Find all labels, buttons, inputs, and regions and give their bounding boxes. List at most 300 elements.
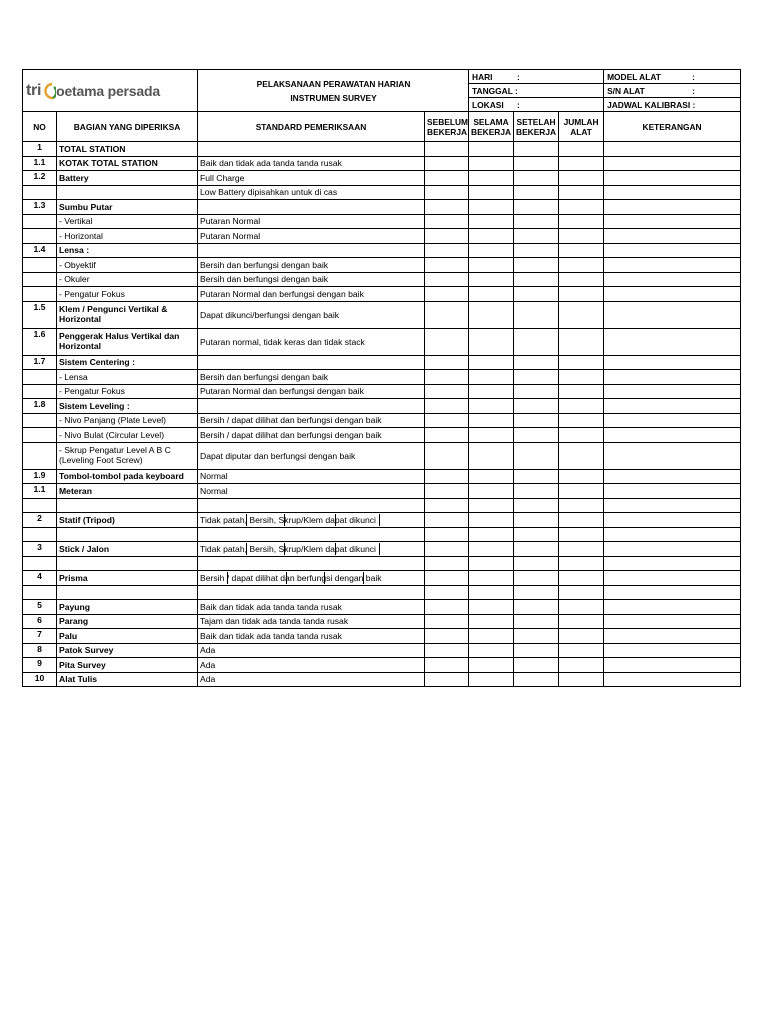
check-setelah-cell[interactable] xyxy=(514,200,559,215)
check-selama-cell[interactable] xyxy=(469,171,514,186)
check-setelah-cell[interactable] xyxy=(514,643,559,658)
check-setelah-cell[interactable] xyxy=(514,571,559,586)
jumlah-alat-cell[interactable] xyxy=(559,370,604,385)
keterangan-cell[interactable] xyxy=(604,355,741,370)
row-number: 1.8 xyxy=(23,399,57,414)
check-selama-cell[interactable] xyxy=(469,214,514,229)
check-sebelum-cell[interactable] xyxy=(425,658,469,673)
jumlah-alat-cell[interactable] xyxy=(559,672,604,687)
keterangan-cell[interactable] xyxy=(604,658,741,673)
keterangan-cell[interactable] xyxy=(604,142,741,157)
logo-text: oetama persada xyxy=(56,82,160,99)
inspected-part: - Pengatur Fokus xyxy=(57,287,198,302)
table-row xyxy=(23,243,741,258)
inspected-part: Stick / Jalon xyxy=(57,542,198,557)
check-selama-cell[interactable] xyxy=(469,498,514,513)
standard-text: Low Battery dipisahkan untuk di cas xyxy=(200,187,338,198)
check-sebelum-cell[interactable] xyxy=(425,156,469,171)
jumlah-alat-cell[interactable] xyxy=(559,658,604,673)
check-setelah-cell[interactable] xyxy=(514,328,559,355)
keterangan-cell[interactable] xyxy=(604,413,741,428)
field-model-alat[interactable] xyxy=(604,70,741,84)
inspected-part: Lensa : xyxy=(57,243,198,258)
keterangan-cell[interactable] xyxy=(604,287,741,302)
keterangan-cell[interactable] xyxy=(604,185,741,200)
check-selama-cell[interactable] xyxy=(469,571,514,586)
standard-text: Baik dan tidak ada tanda tanda rusak xyxy=(200,601,342,612)
check-sebelum-cell[interactable] xyxy=(425,287,469,302)
inspection-standard xyxy=(198,413,425,428)
check-setelah-cell[interactable] xyxy=(514,142,559,157)
jumlah-alat-cell[interactable] xyxy=(559,156,604,171)
inspection-standard xyxy=(198,399,425,414)
sn-colon: : xyxy=(692,85,695,96)
check-sebelum-cell[interactable] xyxy=(425,301,469,328)
inspection-standard xyxy=(198,658,425,673)
keterangan-cell[interactable] xyxy=(604,585,741,600)
check-setelah-cell[interactable] xyxy=(514,214,559,229)
check-selama-cell[interactable] xyxy=(469,442,514,469)
jumlah-alat-cell[interactable] xyxy=(559,214,604,229)
check-setelah-cell[interactable] xyxy=(514,513,559,528)
standard-text: Putaran Normal dan berfungsi dengan baik xyxy=(200,386,364,397)
standard-text: Ada xyxy=(200,645,216,656)
check-setelah-cell[interactable] xyxy=(514,542,559,557)
company-logo xyxy=(23,70,198,112)
inspected-part: Battery xyxy=(57,171,198,186)
keterangan-cell[interactable] xyxy=(604,200,741,215)
row-number: 8 xyxy=(23,643,57,658)
check-selama-cell[interactable] xyxy=(469,469,514,484)
check-setelah-cell[interactable] xyxy=(514,585,559,600)
check-setelah-cell[interactable] xyxy=(514,498,559,513)
jumlah-alat-cell[interactable] xyxy=(559,413,604,428)
inspected-part xyxy=(57,585,198,600)
keterangan-cell[interactable] xyxy=(604,428,741,443)
keterangan-cell[interactable] xyxy=(604,542,741,557)
cell-divider-mark xyxy=(379,543,380,555)
check-setelah-cell[interactable] xyxy=(514,243,559,258)
check-setelah-cell[interactable] xyxy=(514,442,559,469)
check-setelah-cell[interactable] xyxy=(514,171,559,186)
check-selama-cell[interactable] xyxy=(469,542,514,557)
jumlah-alat-cell[interactable] xyxy=(559,243,604,258)
keterangan-cell[interactable] xyxy=(604,301,741,328)
row-number: 2 xyxy=(23,513,57,528)
table-row xyxy=(23,469,741,484)
field-jadwal-kalibrasi[interactable] xyxy=(604,98,741,112)
check-setelah-cell[interactable] xyxy=(514,272,559,287)
keterangan-cell[interactable] xyxy=(604,513,741,528)
inspected-part: Meteran xyxy=(57,484,198,499)
standard-text: Normal xyxy=(200,485,228,496)
check-setelah-cell[interactable] xyxy=(514,484,559,499)
check-selama-cell[interactable] xyxy=(469,614,514,629)
col-jumlah: JUMLAH ALAT xyxy=(559,112,604,142)
inspection-standard xyxy=(198,556,425,571)
jumlah-alat-cell[interactable] xyxy=(559,513,604,528)
inspected-part: - Okuler xyxy=(57,272,198,287)
check-selama-cell[interactable] xyxy=(469,243,514,258)
table-row xyxy=(23,142,741,157)
check-sebelum-cell[interactable] xyxy=(425,484,469,499)
check-sebelum-cell[interactable] xyxy=(425,142,469,157)
jumlah-alat-cell[interactable] xyxy=(559,643,604,658)
check-setelah-cell[interactable] xyxy=(514,527,559,542)
check-sebelum-cell[interactable] xyxy=(425,585,469,600)
jumlah-alat-cell[interactable] xyxy=(559,384,604,399)
keterangan-cell[interactable] xyxy=(604,643,741,658)
check-sebelum-cell[interactable] xyxy=(425,243,469,258)
check-selama-cell[interactable] xyxy=(469,643,514,658)
keterangan-cell[interactable] xyxy=(604,484,741,499)
inspected-part xyxy=(57,185,198,200)
checklist-sheet xyxy=(22,69,740,687)
keterangan-cell[interactable] xyxy=(604,243,741,258)
check-sebelum-cell[interactable] xyxy=(425,571,469,586)
check-selama-cell[interactable] xyxy=(469,384,514,399)
check-selama-cell[interactable] xyxy=(469,484,514,499)
check-setelah-cell[interactable] xyxy=(514,301,559,328)
row-number xyxy=(23,185,57,200)
lokasi-colon: : xyxy=(517,99,520,110)
jumlah-alat-cell[interactable] xyxy=(559,484,604,499)
check-sebelum-cell[interactable] xyxy=(425,200,469,215)
keterangan-cell[interactable] xyxy=(604,571,741,586)
check-selama-cell[interactable] xyxy=(469,370,514,385)
check-setelah-cell[interactable] xyxy=(514,156,559,171)
keterangan-cell[interactable] xyxy=(604,600,741,615)
jumlah-alat-cell[interactable] xyxy=(559,185,604,200)
inspection-standard xyxy=(198,469,425,484)
keterangan-cell[interactable] xyxy=(604,384,741,399)
check-sebelum-cell[interactable] xyxy=(425,185,469,200)
field-lokasi[interactable] xyxy=(469,98,604,112)
jumlah-alat-cell[interactable] xyxy=(559,469,604,484)
check-selama-cell[interactable] xyxy=(469,355,514,370)
jumlah-alat-cell[interactable] xyxy=(559,399,604,414)
keterangan-cell[interactable] xyxy=(604,442,741,469)
standard-text: Bersih dan berfungsi dengan baik xyxy=(200,274,329,285)
inspection-standard xyxy=(198,600,425,615)
check-sebelum-cell[interactable] xyxy=(425,643,469,658)
keterangan-cell[interactable] xyxy=(604,328,741,355)
check-selama-cell[interactable] xyxy=(469,658,514,673)
col-selama: SELAMA BEKERJA xyxy=(469,112,514,142)
keterangan-cell[interactable] xyxy=(604,258,741,273)
check-setelah-cell[interactable] xyxy=(514,287,559,302)
table-row xyxy=(23,672,741,687)
inspection-standard xyxy=(198,585,425,600)
inspected-part: Prisma xyxy=(57,571,198,586)
jumlah-alat-cell[interactable] xyxy=(559,287,604,302)
jumlah-alat-cell[interactable] xyxy=(559,527,604,542)
inspected-part: Pita Survey xyxy=(57,658,198,673)
check-setelah-cell[interactable] xyxy=(514,658,559,673)
inspected-part: Sistem Centering : xyxy=(57,355,198,370)
table-row xyxy=(23,585,741,600)
jumlah-alat-cell[interactable] xyxy=(559,585,604,600)
inspected-part: - Vertikal xyxy=(57,214,198,229)
field-hari[interactable] xyxy=(469,70,604,84)
standard-text: Putaran Normal xyxy=(200,230,261,241)
check-selama-cell[interactable] xyxy=(469,413,514,428)
logo-mark-icon xyxy=(42,81,56,101)
inspection-standard xyxy=(198,442,425,469)
row-number: 9 xyxy=(23,658,57,673)
check-selama-cell[interactable] xyxy=(469,672,514,687)
standard-text: Bersih / dapat dilihat dan berfungsi dengan baik xyxy=(200,429,382,440)
check-setelah-cell[interactable] xyxy=(514,229,559,244)
check-sebelum-cell[interactable] xyxy=(425,413,469,428)
check-setelah-cell[interactable] xyxy=(514,370,559,385)
row-number: 4 xyxy=(23,571,57,586)
check-selama-cell[interactable] xyxy=(469,585,514,600)
check-selama-cell[interactable] xyxy=(469,272,514,287)
keterangan-cell[interactable] xyxy=(604,214,741,229)
jumlah-alat-cell[interactable] xyxy=(559,600,604,615)
title-line-1: PELAKSANAAN PERAWATAN HARIAN xyxy=(256,78,411,89)
check-sebelum-cell[interactable] xyxy=(425,527,469,542)
inspected-part: Tombol-tombol pada keyboard xyxy=(57,469,198,484)
inspected-part: Payung xyxy=(57,600,198,615)
row-number: 1.5 xyxy=(23,301,57,328)
keterangan-cell[interactable] xyxy=(604,629,741,644)
inspection-standard xyxy=(198,355,425,370)
check-sebelum-cell[interactable] xyxy=(425,672,469,687)
model-colon: : xyxy=(692,71,695,82)
jumlah-alat-cell[interactable] xyxy=(559,498,604,513)
jumlah-alat-cell[interactable] xyxy=(559,556,604,571)
table-row xyxy=(23,442,741,469)
keterangan-cell[interactable] xyxy=(604,498,741,513)
keterangan-cell[interactable] xyxy=(604,229,741,244)
row-number xyxy=(23,527,57,542)
keterangan-cell[interactable] xyxy=(604,556,741,571)
check-setelah-cell[interactable] xyxy=(514,258,559,273)
standard-text: Dapat dikunci/berfungsi dengan baik xyxy=(200,309,340,320)
keterangan-cell[interactable] xyxy=(604,272,741,287)
check-setelah-cell[interactable] xyxy=(514,614,559,629)
jumlah-alat-cell[interactable] xyxy=(559,229,604,244)
inspection-standard xyxy=(198,498,425,513)
standard-text: Putaran Normal xyxy=(200,216,261,227)
jumlah-alat-cell[interactable] xyxy=(559,142,604,157)
check-sebelum-cell[interactable] xyxy=(425,600,469,615)
keterangan-cell[interactable] xyxy=(604,370,741,385)
jumlah-alat-cell[interactable] xyxy=(559,200,604,215)
row-number: 1.4 xyxy=(23,243,57,258)
check-sebelum-cell[interactable] xyxy=(425,614,469,629)
check-selama-cell[interactable] xyxy=(469,200,514,215)
check-sebelum-cell[interactable] xyxy=(425,214,469,229)
hari-colon: : xyxy=(517,71,520,82)
check-setelah-cell[interactable] xyxy=(514,185,559,200)
check-sebelum-cell[interactable] xyxy=(425,542,469,557)
inspected-part xyxy=(57,556,198,571)
field-tanggal[interactable] xyxy=(469,84,604,98)
check-sebelum-cell[interactable] xyxy=(425,229,469,244)
inspected-part: Statif (Tripod) xyxy=(57,513,198,528)
check-selama-cell[interactable] xyxy=(469,513,514,528)
check-setelah-cell[interactable] xyxy=(514,428,559,443)
keterangan-cell[interactable] xyxy=(604,156,741,171)
check-selama-cell[interactable] xyxy=(469,258,514,273)
table-row xyxy=(23,214,741,229)
keterangan-cell[interactable] xyxy=(604,527,741,542)
jumlah-alat-cell[interactable] xyxy=(559,442,604,469)
check-sebelum-cell[interactable] xyxy=(425,428,469,443)
cell-divider-mark xyxy=(286,572,287,584)
jumlah-alat-cell[interactable] xyxy=(559,171,604,186)
standard-text: Baik dan tidak ada tanda tanda rusak xyxy=(200,630,342,641)
check-selama-cell[interactable] xyxy=(469,399,514,414)
check-setelah-cell[interactable] xyxy=(514,600,559,615)
table-row xyxy=(23,200,741,215)
inspected-part xyxy=(57,498,198,513)
check-selama-cell[interactable] xyxy=(469,556,514,571)
jumlah-alat-cell[interactable] xyxy=(559,571,604,586)
check-sebelum-cell[interactable] xyxy=(425,272,469,287)
check-selama-cell[interactable] xyxy=(469,142,514,157)
row-number: 1 xyxy=(23,142,57,157)
inspection-standard xyxy=(198,672,425,687)
jumlah-alat-cell[interactable] xyxy=(559,428,604,443)
inspection-standard xyxy=(198,185,425,200)
keterangan-cell[interactable] xyxy=(604,399,741,414)
check-selama-cell[interactable] xyxy=(469,287,514,302)
check-sebelum-cell[interactable] xyxy=(425,384,469,399)
inspected-part: - Pengatur Fokus xyxy=(57,384,198,399)
check-setelah-cell[interactable] xyxy=(514,399,559,414)
keterangan-cell[interactable] xyxy=(604,469,741,484)
check-selama-cell[interactable] xyxy=(469,428,514,443)
standard-text: Baik dan tidak ada tanda tanda rusak xyxy=(200,158,342,169)
check-selama-cell[interactable] xyxy=(469,156,514,171)
check-sebelum-cell[interactable] xyxy=(425,442,469,469)
table-row xyxy=(23,556,741,571)
check-sebelum-cell[interactable] xyxy=(425,556,469,571)
cell-divider-mark xyxy=(284,543,285,555)
inspection-standard xyxy=(198,301,425,328)
standard-text: Tajam dan tidak ada tanda tanda rusak xyxy=(200,616,349,627)
inspected-part: Sistem Leveling : xyxy=(57,399,198,414)
inspected-part: - Nivo Bulat (Circular Level) xyxy=(57,428,198,443)
keterangan-cell[interactable] xyxy=(604,614,741,629)
check-sebelum-cell[interactable] xyxy=(425,355,469,370)
check-setelah-cell[interactable] xyxy=(514,556,559,571)
check-selama-cell[interactable] xyxy=(469,185,514,200)
check-sebelum-cell[interactable] xyxy=(425,469,469,484)
jumlah-alat-cell[interactable] xyxy=(559,328,604,355)
jumlah-alat-cell[interactable] xyxy=(559,629,604,644)
inspection-standard xyxy=(198,258,425,273)
row-number: 1.6 xyxy=(23,328,57,355)
col-setelah: SETELAH BEKERJA xyxy=(514,112,559,142)
standard-text: Tidak patah, Bersih, Skrup/Klem dapat dikunci xyxy=(200,543,376,554)
check-sebelum-cell[interactable] xyxy=(425,328,469,355)
table-row xyxy=(23,185,741,200)
jumlah-alat-cell[interactable] xyxy=(559,258,604,273)
table-row xyxy=(23,571,741,586)
row-number xyxy=(23,229,57,244)
check-setelah-cell[interactable] xyxy=(514,413,559,428)
field-sn-alat[interactable] xyxy=(604,84,741,98)
check-sebelum-cell[interactable] xyxy=(425,629,469,644)
check-selama-cell[interactable] xyxy=(469,600,514,615)
check-sebelum-cell[interactable] xyxy=(425,498,469,513)
standard-text: Bersih dan berfungsi dengan baik xyxy=(200,259,329,270)
inspected-part: Sumbu Putar xyxy=(57,200,198,215)
cell-divider-mark xyxy=(335,514,336,526)
jumlah-alat-cell[interactable] xyxy=(559,301,604,328)
inspected-part xyxy=(57,527,198,542)
inspection-standard xyxy=(198,527,425,542)
inspected-part: - Nivo Panjang (Plate Level) xyxy=(57,413,198,428)
check-selama-cell[interactable] xyxy=(469,328,514,355)
check-sebelum-cell[interactable] xyxy=(425,513,469,528)
jumlah-alat-cell[interactable] xyxy=(559,614,604,629)
keterangan-cell[interactable] xyxy=(604,171,741,186)
row-number: 1.7 xyxy=(23,355,57,370)
inspected-part: - Obyektif xyxy=(57,258,198,273)
check-setelah-cell[interactable] xyxy=(514,629,559,644)
inspected-part: KOTAK TOTAL STATION xyxy=(57,156,198,171)
col-keterangan: KETERANGAN xyxy=(604,112,741,142)
inspection-standard xyxy=(198,614,425,629)
table-row xyxy=(23,513,741,528)
table-row xyxy=(23,171,741,186)
table-row xyxy=(23,384,741,399)
row-number: 10 xyxy=(23,672,57,687)
check-selama-cell[interactable] xyxy=(469,301,514,328)
check-selama-cell[interactable] xyxy=(469,229,514,244)
inspection-standard xyxy=(198,156,425,171)
standard-text: Ada xyxy=(200,659,216,670)
inspection-standard xyxy=(198,370,425,385)
inspected-part: - Horizontal xyxy=(57,229,198,244)
check-setelah-cell[interactable] xyxy=(514,672,559,687)
check-sebelum-cell[interactable] xyxy=(425,171,469,186)
jumlah-alat-cell[interactable] xyxy=(559,542,604,557)
check-setelah-cell[interactable] xyxy=(514,384,559,399)
check-sebelum-cell[interactable] xyxy=(425,370,469,385)
standard-text: Dapat diputar dan berfungsi dengan baik xyxy=(200,450,356,461)
check-setelah-cell[interactable] xyxy=(514,355,559,370)
keterangan-cell[interactable] xyxy=(604,672,741,687)
row-number xyxy=(23,370,57,385)
check-sebelum-cell[interactable] xyxy=(425,258,469,273)
inspection-table xyxy=(22,69,741,687)
table-row xyxy=(23,527,741,542)
check-sebelum-cell[interactable] xyxy=(425,399,469,414)
inspection-standard xyxy=(198,229,425,244)
row-number: 1.2 xyxy=(23,171,57,186)
check-setelah-cell[interactable] xyxy=(514,469,559,484)
inspection-standard xyxy=(198,542,425,557)
row-number: 1.9 xyxy=(23,469,57,484)
check-selama-cell[interactable] xyxy=(469,527,514,542)
check-selama-cell[interactable] xyxy=(469,629,514,644)
table-row xyxy=(23,229,741,244)
jumlah-alat-cell[interactable] xyxy=(559,272,604,287)
inspected-part: - Skrup Pengatur Level A B C (Leveling Foot Screw) xyxy=(57,442,198,469)
col-no: NO xyxy=(23,112,57,142)
jumlah-alat-cell[interactable] xyxy=(559,355,604,370)
row-number xyxy=(23,287,57,302)
standard-text: Putaran Normal dan berfungsi dengan baik xyxy=(200,288,364,299)
table-row xyxy=(23,355,741,370)
